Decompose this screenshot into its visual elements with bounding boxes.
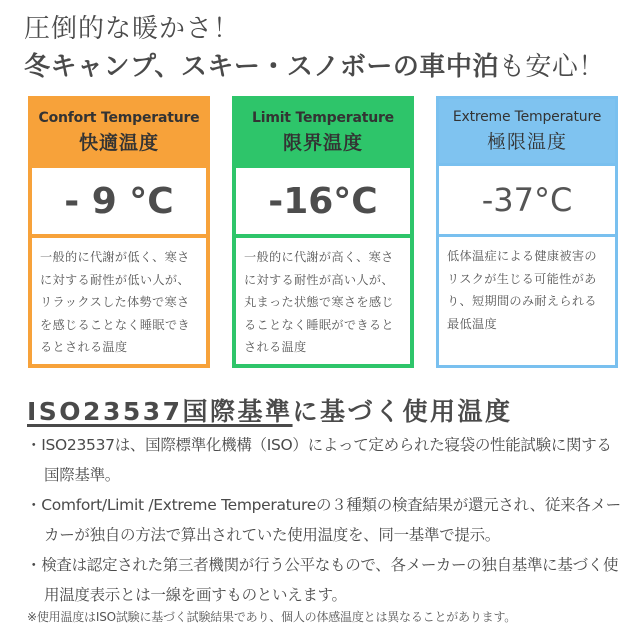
iso-bullet-list — [26, 430, 626, 610]
card-comfort-temperature — [28, 96, 210, 368]
card-limit-temperature — [232, 96, 414, 368]
card-header — [32, 100, 206, 164]
iso-section-title — [27, 392, 513, 428]
card-title-en: Extreme Temperature — [452, 109, 602, 125]
card-title-jp: 限界温度 — [282, 132, 363, 154]
card-description: 低体温症による健康被害のリスクが生じる可能性があり、短期間のみ耐えられる最低温度 — [447, 249, 597, 331]
temperature-value: -37°C — [439, 163, 615, 237]
headline-usecases-strong: 冬キャンプ、スキー・スノボーの車中泊 — [24, 52, 499, 82]
headline-warmth: 圧倒的な暖かさ！ — [24, 14, 241, 44]
iso-title-rest: に基づく使用温度 — [292, 397, 513, 426]
card-title-jp: 快適温度 — [78, 132, 159, 154]
card-title-jp: 極限温度 — [486, 131, 567, 153]
temperature-value: - 9 °C — [32, 164, 206, 238]
footnote: ※使用温度はISO試験に基づく試験結果であり、個人の体感温度とは異なることがあります。 — [27, 610, 517, 624]
iso-title-underlined: ISO23537国際基準 — [27, 397, 293, 426]
bullet-item: ・Comfort/Limit /Extreme Temperatureの３種類の検査結果が還元され、従来各メーカーが独自の方法で算出されていた使用温度を、同一基準で提示。 — [26, 496, 621, 544]
card-header — [236, 100, 410, 164]
card-extreme-temperature — [436, 96, 618, 368]
bullet-item: ・検査は認定された第三者機関が行う公平なもので、各メーカーの独自基準に基づく使用温度表示とは一線を画すものといえます。 — [26, 556, 619, 604]
card-description: 一般的に代謝が高く、寒さに対する耐性が高い人が、丸まった状態で寒さを感じることなく睡眠ができるとされる温度 — [244, 250, 394, 354]
card-title-en: Limit Temperature — [252, 110, 394, 126]
headline-usecases — [24, 46, 605, 83]
card-title-en: Confort Temperature — [38, 110, 200, 126]
temperature-value: -16°C — [236, 164, 410, 238]
card-description: 一般的に代謝が低く、寒さに対する耐性が低い人が、リラックスした体勢で寒さを感じることなく睡眠できるとされる温度 — [40, 250, 190, 354]
bullet-item: ・ISO23537は、国際標準化機構（ISO）によって定められた寝袋の性能試験に関する国際基準。 — [26, 436, 612, 484]
card-header — [439, 99, 615, 163]
headline-usecases-light: も安心！ — [498, 52, 605, 82]
